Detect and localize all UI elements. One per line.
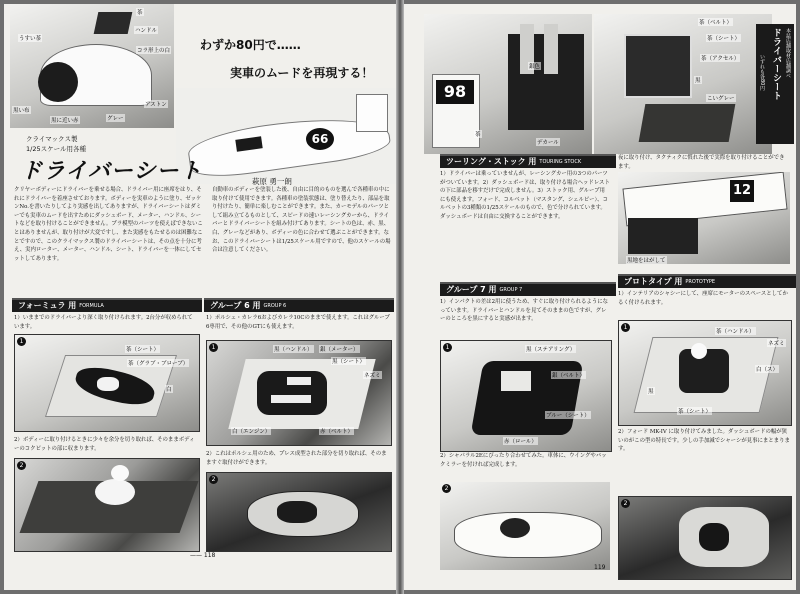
- maker-name: クライマックス製: [26, 135, 78, 143]
- headline-price: わずか80円で……: [200, 38, 301, 52]
- step-number: 2: [209, 475, 218, 484]
- step-number: 2: [442, 484, 451, 493]
- label-g6-engine: 白（エンジン）: [232, 429, 271, 435]
- label-t-black: 黒: [695, 78, 701, 84]
- decal-number-98: 98: [436, 80, 474, 104]
- formula-title: フォーミュラ 用: [18, 301, 77, 310]
- label-f-glove: 茶（グラブ・ブローブ）: [128, 361, 189, 367]
- group7-text: 1）インパクトの差は2用に使うため、すぐに取り付けられるようになっています。ドライバーとハンドルを見てそのままの色ですが、グレーのところを黒にすると実感が出ます。: [440, 299, 608, 323]
- car-number-66: 66: [306, 128, 334, 150]
- intro-text-col1: クリヤーボディーにドライバーを乗せる場合、ドライバー用に座席をはり、それにドライバーを着座させております。ボディーを実車のように塗り、ゼッケンNo.を書いたりしてより実感を出してありますが、ドライバーシートはダミーでも実車のムードを出すためにダッシュボード、メーター、ハンドル、シートなどを取り付けることができません。プラ模型のパーツを使えばできないことはありませんが、取り付けが大変ですし、また実感をもたせるのは困難なことですので、このクライマックス製のドライバーシートは、その点を十分に考え、実内ローター、メーター、ハンドル、シート、ドライバーを一体にしてセットしてあります。: [14, 187, 203, 262]
- label-g7-belt: 銀（ベルト）: [552, 373, 586, 379]
- label-p-black: 黒: [648, 389, 654, 395]
- label-t-seat: 茶（シート）: [707, 36, 741, 42]
- author-name: 萩原 勇一朗: [252, 177, 292, 186]
- group6-title: グループ 6 用: [210, 301, 261, 310]
- label-p-gray: ネズミ: [768, 341, 785, 347]
- label-gray: グレー: [107, 116, 124, 122]
- label-p-white: 白（ス）: [756, 367, 779, 373]
- photo-group6-car: [206, 472, 392, 552]
- group7-en: GROUP 7: [499, 287, 523, 293]
- page-number-right: [594, 564, 605, 571]
- photo-touring-parts: [424, 14, 592, 154]
- label-t-silver: 銀色: [529, 64, 541, 70]
- section-group6-banner: [204, 298, 394, 312]
- photo-touring-seats: [594, 14, 772, 154]
- prototype-text: 1）インテリアのシャシーにして、座席にモーターのスペースとしてかるく付けられます。: [618, 291, 788, 306]
- formula-en: FORMULA: [79, 303, 104, 309]
- left-page: [4, 4, 396, 590]
- label-steering: ハンドル: [135, 28, 158, 34]
- step-number: 2: [17, 461, 26, 470]
- page-gutter: [396, 0, 404, 594]
- touring-en: TOURING STOCK: [539, 159, 582, 165]
- step-number: 1: [17, 337, 26, 346]
- label-aston: アストン: [145, 102, 167, 108]
- price-sidebar: [756, 24, 794, 144]
- step-formula-2: 2）ボディーに取り付けるときに少々を余分を切り取れば、そのままボディーのコクピットの部に収まります。: [14, 437, 195, 452]
- car-number-12: 12: [730, 180, 754, 202]
- label-g6-belt: 赤（ベルト）: [320, 429, 354, 435]
- scale-line: 1/25スケール用各種: [26, 145, 86, 153]
- group7-title: グループ 7 用: [446, 285, 497, 294]
- step-number: 1: [209, 343, 218, 352]
- label-f-white: 白: [166, 387, 172, 393]
- photo-formula-seat: [14, 334, 200, 432]
- label-p-seat: 茶（シート）: [678, 409, 712, 415]
- label-g6-steering: 黒（ハンドル）: [274, 347, 313, 353]
- label-cola-white: コラ形上の白: [137, 48, 171, 54]
- page-number-left-value: 118: [203, 552, 216, 559]
- sidebar-price: いずれも各80円: [759, 54, 765, 91]
- label-light-brown: うすい茶: [19, 36, 42, 42]
- label-g7-seat: ブルー（シート）: [546, 413, 590, 419]
- photo-formula-car: [14, 458, 200, 552]
- label-t-accel: 茶（アクセル）: [701, 56, 740, 62]
- label-g7-steering: 黒（ステアリング）: [526, 347, 576, 353]
- prototype-en: PROTOTYPE: [685, 279, 716, 285]
- group7-text-2: 2）シャパラル2Eにぴったり合わせてみた。車体に、ウイングやバックミラーを付ければ完成します。: [440, 453, 607, 468]
- label-f-seat: 茶（シート）: [126, 347, 160, 353]
- section-touring-banner: [440, 154, 616, 168]
- label-t-brown: 茶: [475, 132, 481, 138]
- label-brown: 茶: [137, 10, 143, 16]
- step-number: 1: [621, 323, 630, 332]
- page-number-left: —— 118: [190, 552, 216, 559]
- photo-driver-seat-cutaway: [10, 4, 174, 128]
- label-g6-seat: 黒（シート）: [332, 359, 366, 365]
- article-title: ドライバーシート: [20, 159, 203, 184]
- group6-en: GROUP 6: [263, 303, 287, 309]
- step-number: 2: [621, 499, 630, 508]
- headline-mood: 実車のムードを再現する！: [230, 66, 374, 80]
- intro-text-col2: 自動車のボディーを塗装した後、自由に目的のものを選んで各種車の中に取り付けて使用できます。各種車の塗装状態は、塗り替えたり、部品を取り付けたり、簡単に楽しむことができます。また、カーモデルのパーツとして組み立てるものとして、スピードの速いレーシングカーから、ドライバーとドライバーシートを組み付けてあります。シートの色は、赤、黒、白、グレーなどがあり、ボディーの色に合わせて選ぶことができます。なお、このドライバーシートは1/25スケール用ですので、他のスケールの場合は注意してください。: [212, 187, 391, 254]
- step-group6-1: 1）ポルシェ・カレラ6およびカレラ10Cのままで使えます。これはグループ6専用で、その他のGTにも使えます。: [206, 315, 390, 330]
- page-number-right-value: 119: [594, 564, 606, 571]
- section-prototype-banner: [618, 274, 796, 288]
- touring-title: ツーリング・ストック 用: [446, 157, 537, 166]
- label-dark-red: 黒に近い赤: [51, 118, 79, 124]
- label-t-belt: 茶（ベルト）: [699, 20, 733, 26]
- photo-group7-seat: [440, 340, 612, 452]
- step-formula-1: 1）いままでのドライバーより深く取り付けられます。2台分が収められています。: [14, 315, 193, 330]
- section-group7-banner: [440, 282, 616, 296]
- touring-right-text: 夜に取り付け、タクティクに慣れた後で実際を取り付けることができます。: [618, 155, 785, 170]
- prototype-text-2: 2）フォード MK-IV に取り付けてみました。ダッシュボードの幅が狭いのがこの型の特長です。少しの手加減でシャーシが見事にまとまります。: [618, 429, 790, 453]
- step-number: 1: [443, 343, 452, 352]
- label-g6-gray: ネズミ: [364, 373, 381, 379]
- label-g6-meter: 銀（メーター）: [320, 347, 359, 353]
- photo-stock-car: [618, 172, 790, 264]
- label-t-peel: 黒地をはがして: [627, 258, 666, 264]
- photo-group6-seat: [206, 340, 392, 446]
- sidebar-title: ドライバーシート: [771, 28, 781, 100]
- photo-prototype-seat: [618, 320, 792, 426]
- step-group6-2: 2）これはポルシェ用のため、プレス成型された部分を切り取れば、そのまますぐ取付けができます。: [206, 451, 387, 466]
- photo-prototype-car: [618, 496, 792, 580]
- prototype-title: プロトタイプ 用: [624, 277, 683, 286]
- label-t-decal: デカール: [537, 140, 559, 146]
- photo-white-race-car: [176, 88, 396, 184]
- label-p-steering: 茶（ハンドル）: [716, 329, 755, 335]
- label-black-cloth: 黒い布: [13, 108, 30, 114]
- photo-group7-car: [440, 482, 610, 570]
- label-g7-roll: 赤（ロール）: [504, 439, 537, 445]
- sidebar-maker: 本誌店舗取材店舗調べ: [785, 28, 791, 78]
- label-t-darkgray: こいグレー: [707, 96, 735, 102]
- touring-text: 1）ドライバーは乗っていませんが、レーシングカー用の3つのパーツがついています。2）ダッシュボードは、取り付ける場合ヘッドレストの下に部品を移すだけで完成しません。3）ストック用、グループ用にも使えます。フォード、コルベット（マスタング、シェルビー）、コルベットの3種類の1/25スケールのもので、色で分けられています。ダッシュボードは自由に交換することができます。: [440, 171, 610, 220]
- right-page: [404, 4, 796, 590]
- section-formula-banner: [12, 298, 202, 312]
